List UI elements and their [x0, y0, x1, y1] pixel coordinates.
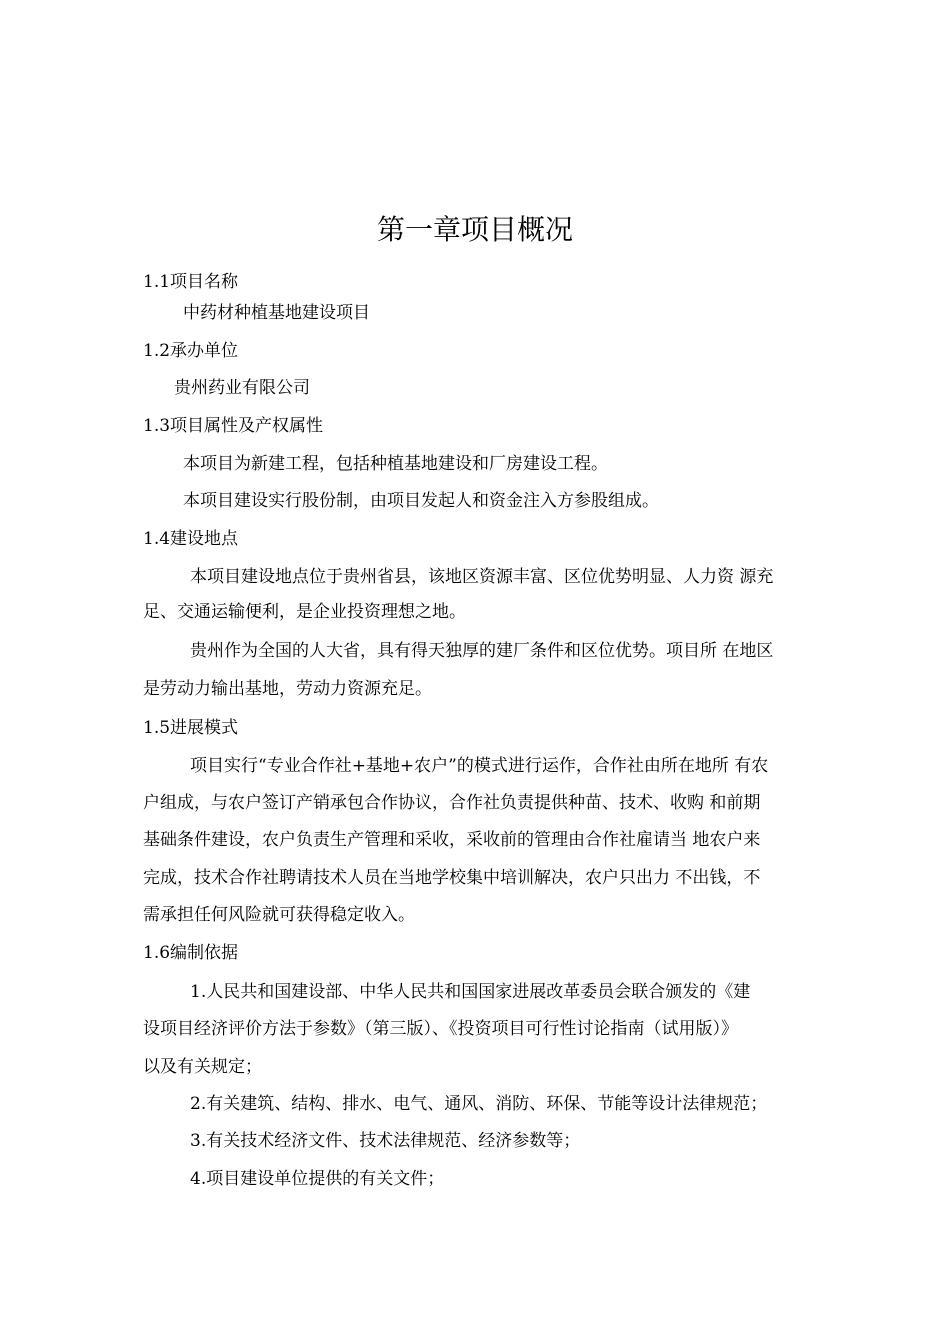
project-name-text: 中药材种植基地建设项目	[183, 303, 370, 323]
chapter-title: 第一章项目概况	[376, 213, 573, 246]
reference-item-3: 3.有关技术经济文件、技术法律规范、经济参数等；	[190, 1131, 581, 1151]
reference-item-1: 1.人民共和国建设部、中华人民共和国国家进展改革委员会联合颁发的《建	[190, 982, 751, 1002]
reference-item-4: 4.项目建设单位提供的有关文件；	[190, 1169, 445, 1189]
reference-item-2: 2.有关建筑、结构、排水、电气、通风、消防、环保、节能等设计法律规范；	[190, 1094, 768, 1114]
paragraph-line: 足、交通运输便利，是企业投资理想之地。	[143, 602, 466, 622]
paragraph-line: 项目实行“专业合作社+基地+农户”的模式进行运作，合作社由所在地所 有农	[190, 756, 769, 776]
paragraph-line: 本项目为新建工程，包括种植基地建设和厂房建设工程。	[183, 454, 608, 474]
section-heading-1-5: 1.5进展模式	[143, 718, 239, 738]
paragraph-line: 本项目建设实行股份制，由项目发起人和资金注入方参股组成。	[183, 491, 659, 511]
section-heading-1-6: 1.6编制依据	[143, 943, 239, 963]
paragraph-line: 完成，技术合作社聘请技术人员在当地学校集中培训解决，农户只出力 不出钱，不	[143, 868, 761, 888]
organizer-text: 贵州药业有限公司	[174, 378, 310, 398]
paragraph-line: 需承担任何风险就可获得稳定收入。	[143, 905, 415, 925]
paragraph-line: 基础条件建设，农户负责生产管理和采收，采收前的管理由合作社雇请当 地农户来	[143, 830, 761, 850]
paragraph-line: 是劳动力输出基地，劳动力资源充足。	[143, 679, 432, 699]
paragraph-line: 贵州作为全国的人大省，具有得天独厚的建厂条件和区位优势。项目所 在地区	[190, 641, 774, 661]
section-heading-1-3: 1.3项目属性及产权属性	[143, 416, 324, 436]
paragraph-line: 本项目建设地点位于贵州省县，该地区资源丰富、区位优势明显、人力资 源充	[190, 567, 774, 587]
paragraph-line: 以及有关规定；	[143, 1057, 262, 1077]
paragraph-line: 设项目经济评价方法于参数》（第三版）、《投资项目可行性讨论指南（试用版）》	[143, 1019, 738, 1039]
paragraph-line: 户组成，与农户签订产销承包合作协议，合作社负责提供种苗、技术、收购 和前期	[143, 793, 761, 813]
section-heading-1-2: 1.2承办单位	[143, 341, 239, 361]
section-heading-1-1: 1.1项目名称	[143, 272, 239, 292]
section-heading-1-4: 1.4建设地点	[143, 529, 239, 549]
